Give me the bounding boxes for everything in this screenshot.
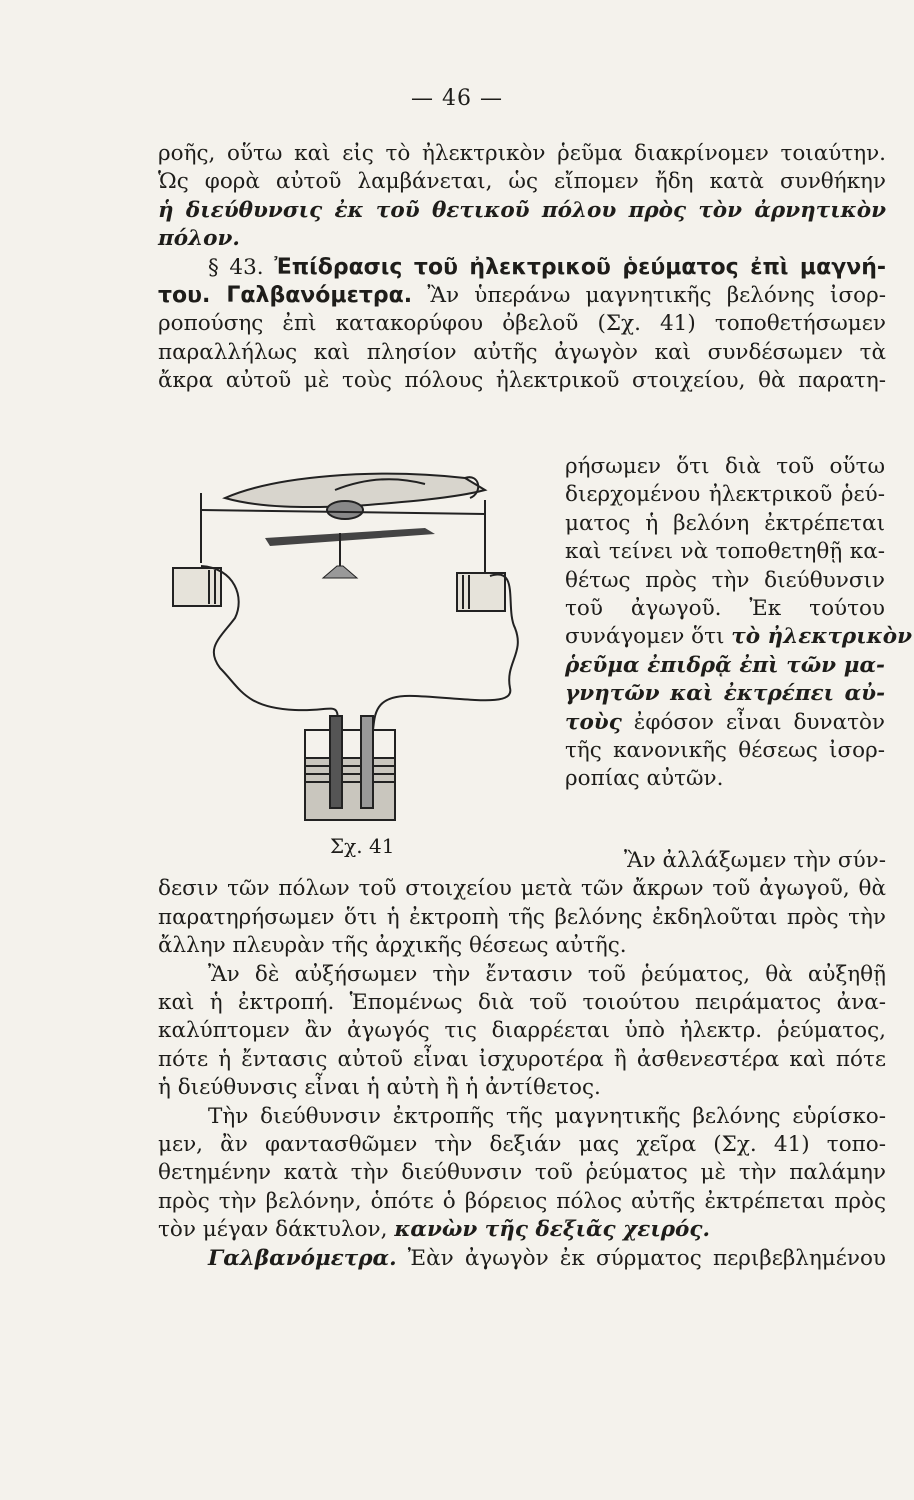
text-line: τῆς κανονικῆς θέσεως ἰσορ- <box>565 738 885 764</box>
text-line: παραλλήλως καὶ πλησίον αὐτῆς ἀγωγὸν καὶ συνδέσωμεν τὰ <box>158 339 886 365</box>
text-span: Ἂν ὑπεράνω μαγνητικῆς βελόνης ἰσορ- <box>427 283 886 309</box>
bold-span: τοὺς <box>565 709 622 735</box>
text-span: Ἐὰν ἀγωγὸν ἐκ σύρματος περιβεβλημένου <box>407 1245 886 1271</box>
lower-text-block <box>158 847 886 1273</box>
bold-text-line: ἡ διεύθυνσις ἐκ τοῦ θετικοῦ πόλου πρὸς τὸν ἀρνητικὸν <box>158 197 886 223</box>
text-line <box>565 709 885 737</box>
text-line: καὶ τείνει νὰ τοποθετηθῇ κα- <box>565 539 885 565</box>
text-span: τὸν μέγαν δάκτυλον, <box>158 1217 388 1243</box>
section-heading <box>158 254 886 282</box>
needle-pivot <box>265 528 435 578</box>
text-line: τοῦ ἀγωγοῦ. Ἐκ τούτου <box>565 596 885 622</box>
text-line: ροῆς, οὕτω καὶ εἰς τὸ ἠλεκτρικὸν ῥεῦμα διακρίνομεν τοιαύτην. <box>158 141 886 166</box>
text-line <box>565 623 912 651</box>
bold-span: Γαλβανόμετρα. <box>208 1245 397 1271</box>
figure-caption: Σχ. 41 <box>330 834 395 858</box>
text-span: ἐφόσον εἶναι δυνατὸν <box>633 709 885 735</box>
text-line: δεσιν τῶν πόλων τοῦ στοιχείου μετὰ τῶν ἄκρων τοῦ ἀγωγοῦ, θὰ <box>158 876 886 902</box>
text-line: θέτως πρὸς τὴν διεύθυνσιν <box>565 567 885 593</box>
text-line: Τὴν διεύθυνσιν ἐκτροπῆς τῆς μαγνητικῆς βελόνης εὑρίσκο- <box>208 1103 886 1129</box>
text-line: πότε ἡ ἔντασις αὐτοῦ εἶναι ἰσχυροτέρα ἢ ἀσθενεστέρα καὶ πότε <box>158 1046 886 1072</box>
section-title: Ἐπίδρασις τοῦ ἠλεκτρικοῦ ῥεύματος ἐπὶ μαγνή- <box>274 254 886 280</box>
text-span: συνάγομεν ὅτι <box>565 624 725 650</box>
text-line: καλύπτομεν ἂν ἀγωγός τις διαρρέεται ὑπὸ ἠλεκτρ. ῥεύματος, <box>158 1018 886 1044</box>
text-line <box>158 1245 886 1273</box>
section-heading-line2 <box>158 282 886 310</box>
text-line: πρὸς τὴν βελόνην, ὁπότε ὁ βόρειος πόλος αὐτῆς ἐκτρέπεται πρὸς <box>158 1188 886 1214</box>
bold-text-line: πόλον. <box>158 226 240 252</box>
text-line: ρήσωμεν ὅτι διὰ τοῦ οὕτω <box>565 454 885 479</box>
bold-text-line: ῥεῦμα ἐπιδρᾷ ἐπὶ τῶν μα- <box>565 652 885 678</box>
text-line <box>158 1216 886 1244</box>
wrap-text-block <box>565 453 912 794</box>
text-line: καὶ ἡ ἐκτροπή. Ἑπομένως διὰ τοῦ τοιούτου πειράματος ἀνα- <box>158 990 886 1016</box>
text-line: παρατηρήσωμεν ὅτι ἡ ἐκτροπὴ τῆς βελόνης ἐκδηλοῦται πρὸς τὴν <box>158 904 886 930</box>
text-line: ροπίας αὐτῶν. <box>565 766 724 792</box>
section-number: § 43. <box>208 254 264 280</box>
text-line: διερχομένου ἠλεκτρικοῦ ῥεύ- <box>565 482 885 508</box>
figure-41-illustration <box>165 448 565 858</box>
text-line: θετημένην κατὰ τὴν διεύθυνσιν τοῦ ῥεύματος μὲ τὴν παλάμην <box>158 1160 886 1186</box>
bold-span: κανὼν τῆς δεξιᾶς χειρός. <box>394 1217 710 1243</box>
text-line: ἡ διεύθυνσις εἶναι ἡ αὐτὴ ἢ ἡ ἀντίθετος. <box>158 1075 601 1101</box>
page-number: — 46 — <box>411 86 503 111</box>
section-title-end: του. Γαλβανόμετρα. <box>158 283 413 309</box>
text-line: ματος ἡ βελόνη ἐκτρέπεται <box>565 510 885 536</box>
text-line: μεν, ἂν φαντασθῶμεν τὴν δεξιάν μας χεῖρα (Σχ. 41) τοπο- <box>158 1132 886 1158</box>
text-line: Ὡς φορὰ αὐτοῦ λαμβάνεται, ὡς εἴπομεν ἤδη κατὰ συνθήκην <box>158 169 886 195</box>
text-line: ἄκρα αὐτοῦ μὲ τοὺς πόλους ἠλεκτρικοῦ στοιχείου, θὰ παρατη- <box>158 368 886 394</box>
bold-span: τὸ ἠλεκτρικὸν <box>731 624 912 650</box>
text-line: Ἂν δὲ αὐξήσωμεν τὴν ἔντασιν τοῦ ῥεύματος, θὰ αὐξηθῇ <box>208 961 886 987</box>
battery-cell <box>305 716 395 820</box>
text-line: ροπούσης ἐπὶ κατακορύφου ὀβελοῦ (Σχ. 41) τοποθετήσωμεν <box>158 311 886 337</box>
bold-text-line: γνητῶν καὶ ἐκτρέπει αὐ- <box>565 681 885 707</box>
top-text-block <box>158 140 886 396</box>
text-line: Ἂν ἀλλάξωμεν τὴν σύν- <box>623 848 886 873</box>
text-line: ἄλλην πλευρὰν τῆς ἀρχικῆς θέσεως αὐτῆς. <box>158 933 627 959</box>
